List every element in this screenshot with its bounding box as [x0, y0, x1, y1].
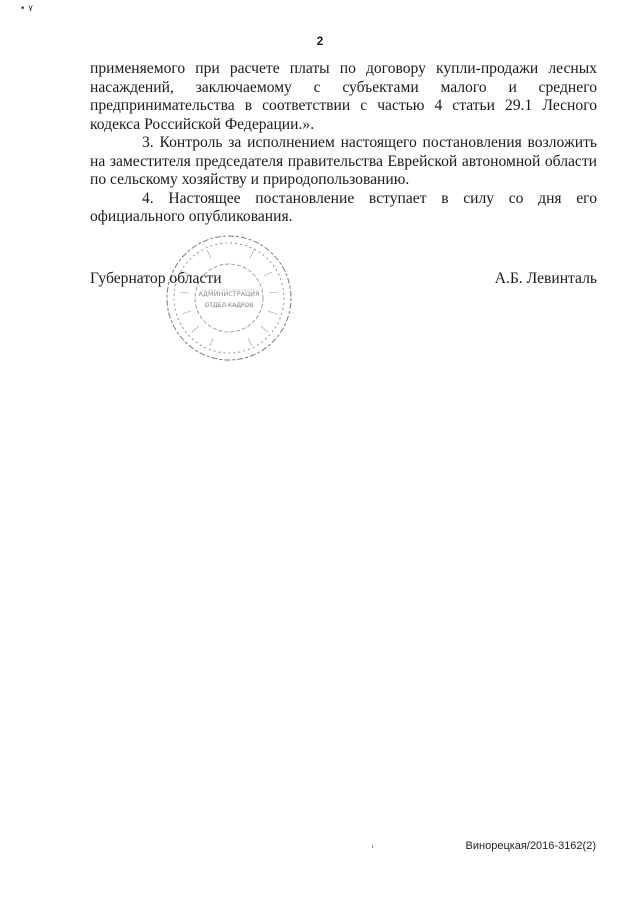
stamp-center-text-2: ОТДЕЛ КАДРОВ	[204, 302, 254, 309]
page-number: 2	[316, 34, 324, 48]
scan-speck	[372, 845, 373, 848]
paragraph-2-line-1: применяемого при расчете платы по договору купли-продажи лесных	[90, 60, 597, 77]
paragraph-4: 4. Настоящее постановление вступает в силу со дня его официального опубликования.	[90, 189, 597, 225]
scan-corner-marks: • ٧	[20, 4, 34, 14]
document-reference: Винорецкая/2016-3162(2)	[465, 840, 596, 852]
paragraph-2-line-2: насаждений, заключаемому с субъектами малого и среднего	[90, 78, 597, 96]
document-body	[90, 60, 597, 227]
paragraph-2-rest: предпринимательства в соответствии с частью 4 статьи 29.1 Лесного кодекса Российской Федерации.».	[90, 97, 597, 133]
stamp-center-text-1: АДМИНИСТРАЦИЯ	[198, 290, 260, 298]
official-seal-stamp	[162, 232, 297, 364]
paragraph-2-continuation	[90, 60, 597, 134]
paragraph-3: 3. Контроль за исполнением настоящего постановления возложить на заместителя председателя правительства Еврейской автономной области по сельскому хозяйству и природопользованию.	[90, 134, 597, 188]
signatory-position: Губернатор области	[90, 270, 222, 287]
signatory-name: А.Б. Левинталь	[494, 270, 597, 287]
